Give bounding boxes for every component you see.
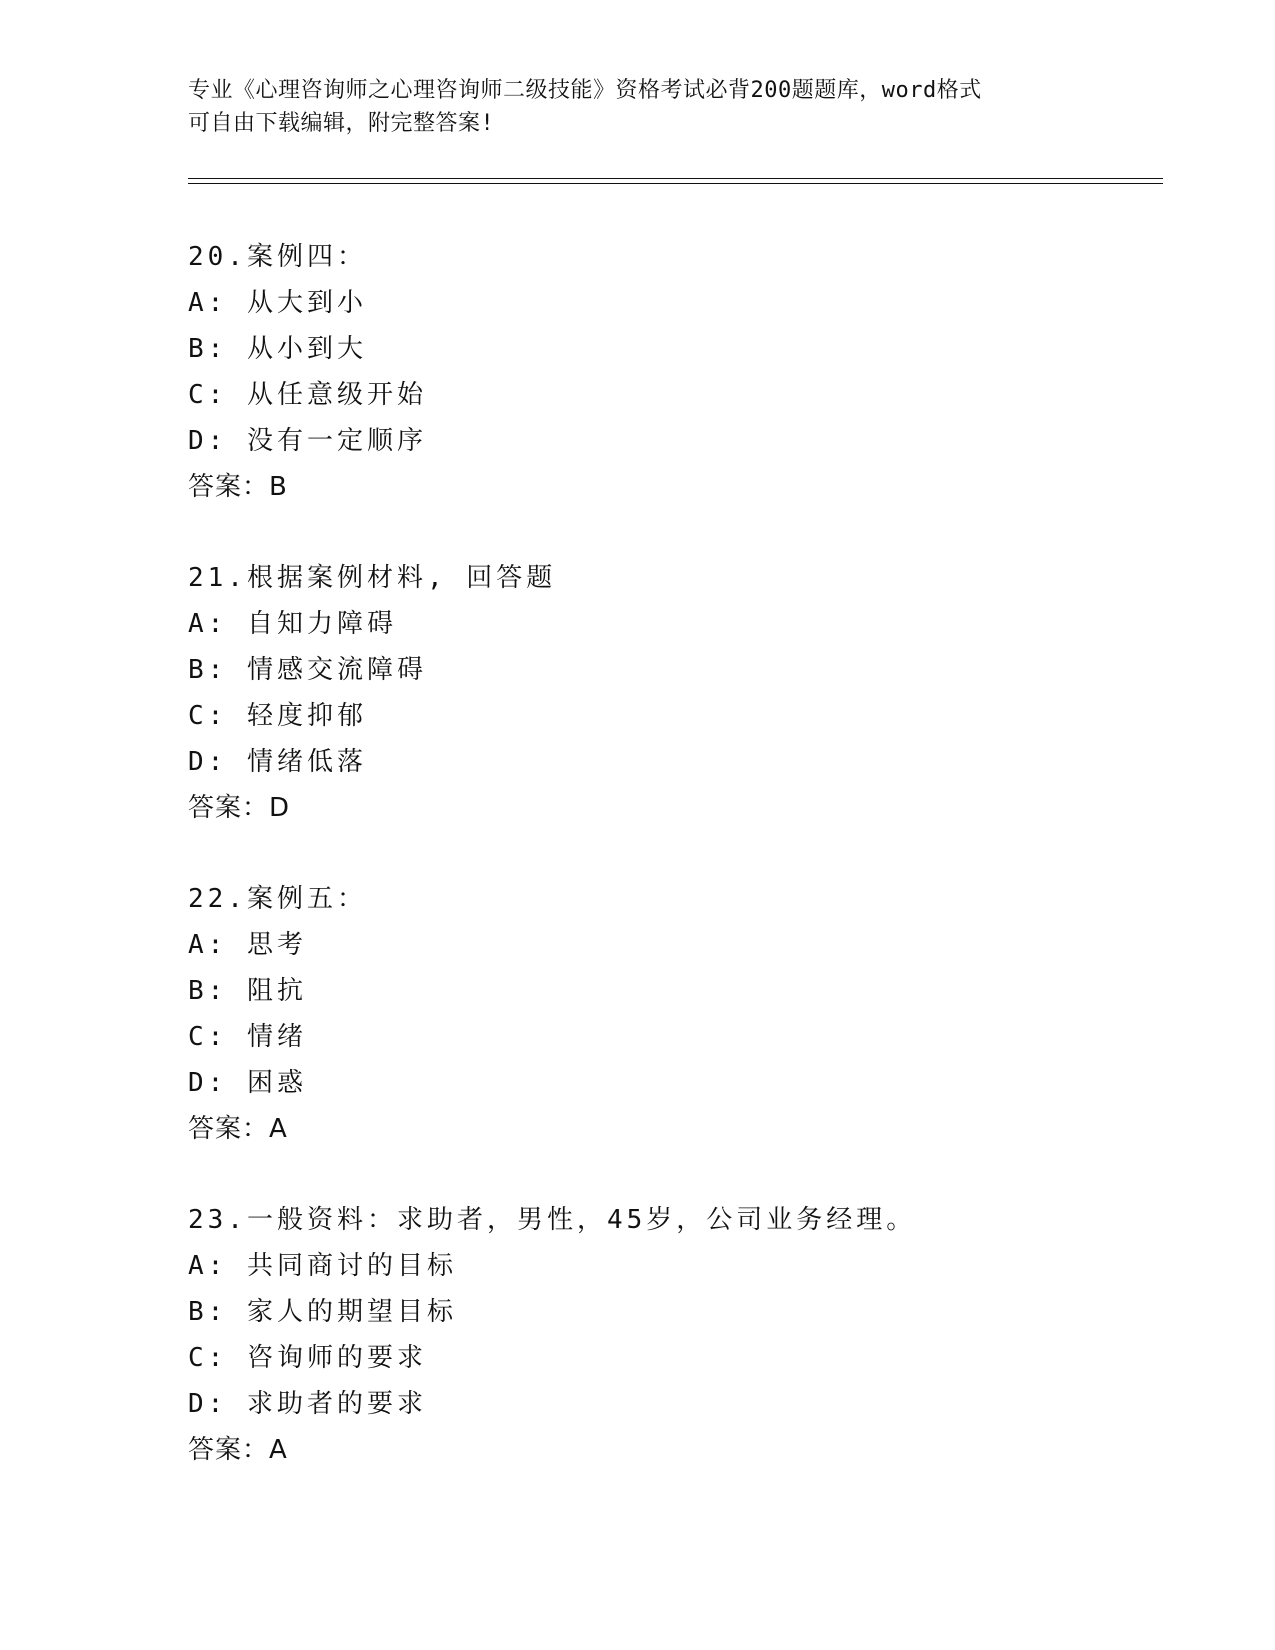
question-stem: 20.案例四： <box>188 242 367 272</box>
question-stem: 22.案例五： <box>188 884 367 914</box>
answer-line: 答案：A <box>188 1114 288 1144</box>
option-a: A: 从大到小 <box>188 288 367 318</box>
question-block-23 <box>188 1197 1138 1473</box>
option-d: D: 困惑 <box>188 1068 307 1098</box>
option-d: D: 情绪低落 <box>188 747 367 777</box>
document-header <box>188 74 1088 140</box>
header-divider-bottom <box>188 183 1163 184</box>
answer-line: 答案：D <box>188 793 291 823</box>
option-a: A: 思考 <box>188 930 307 960</box>
answer-line: 答案：A <box>188 1435 288 1465</box>
option-a: A: 自知力障碍 <box>188 609 397 639</box>
option-a: A: 共同商讨的目标 <box>188 1251 457 1281</box>
header-divider-top <box>188 178 1163 179</box>
option-c: C: 咨询师的要求 <box>188 1343 427 1373</box>
option-d: D: 求助者的要求 <box>188 1389 427 1419</box>
answer-line: 答案：B <box>188 472 288 502</box>
question-block-22 <box>188 876 1138 1152</box>
question-stem: 23.一般资料：求助者，男性，45岁，公司业务经理。 <box>188 1205 917 1235</box>
option-b: B: 家人的期望目标 <box>188 1297 457 1327</box>
question-stem: 21.根据案例材料, 回答题 <box>188 563 557 593</box>
question-block-21 <box>188 555 1138 831</box>
question-block-20 <box>188 234 1138 510</box>
option-d: D: 没有一定顺序 <box>188 426 427 456</box>
option-b: B: 从小到大 <box>188 334 367 364</box>
header-line-2: 可自由下载编辑，附完整答案! <box>188 111 495 136</box>
option-c: C: 从任意级开始 <box>188 380 427 410</box>
header-line-1: 专业《心理咨询师之心理咨询师二级技能》资格考试必背200题题库，word格式 <box>188 78 982 103</box>
option-c: C: 轻度抑郁 <box>188 701 367 731</box>
option-b: B: 阻抗 <box>188 976 307 1006</box>
option-c: C: 情绪 <box>188 1022 307 1052</box>
option-b: B: 情感交流障碍 <box>188 655 427 685</box>
